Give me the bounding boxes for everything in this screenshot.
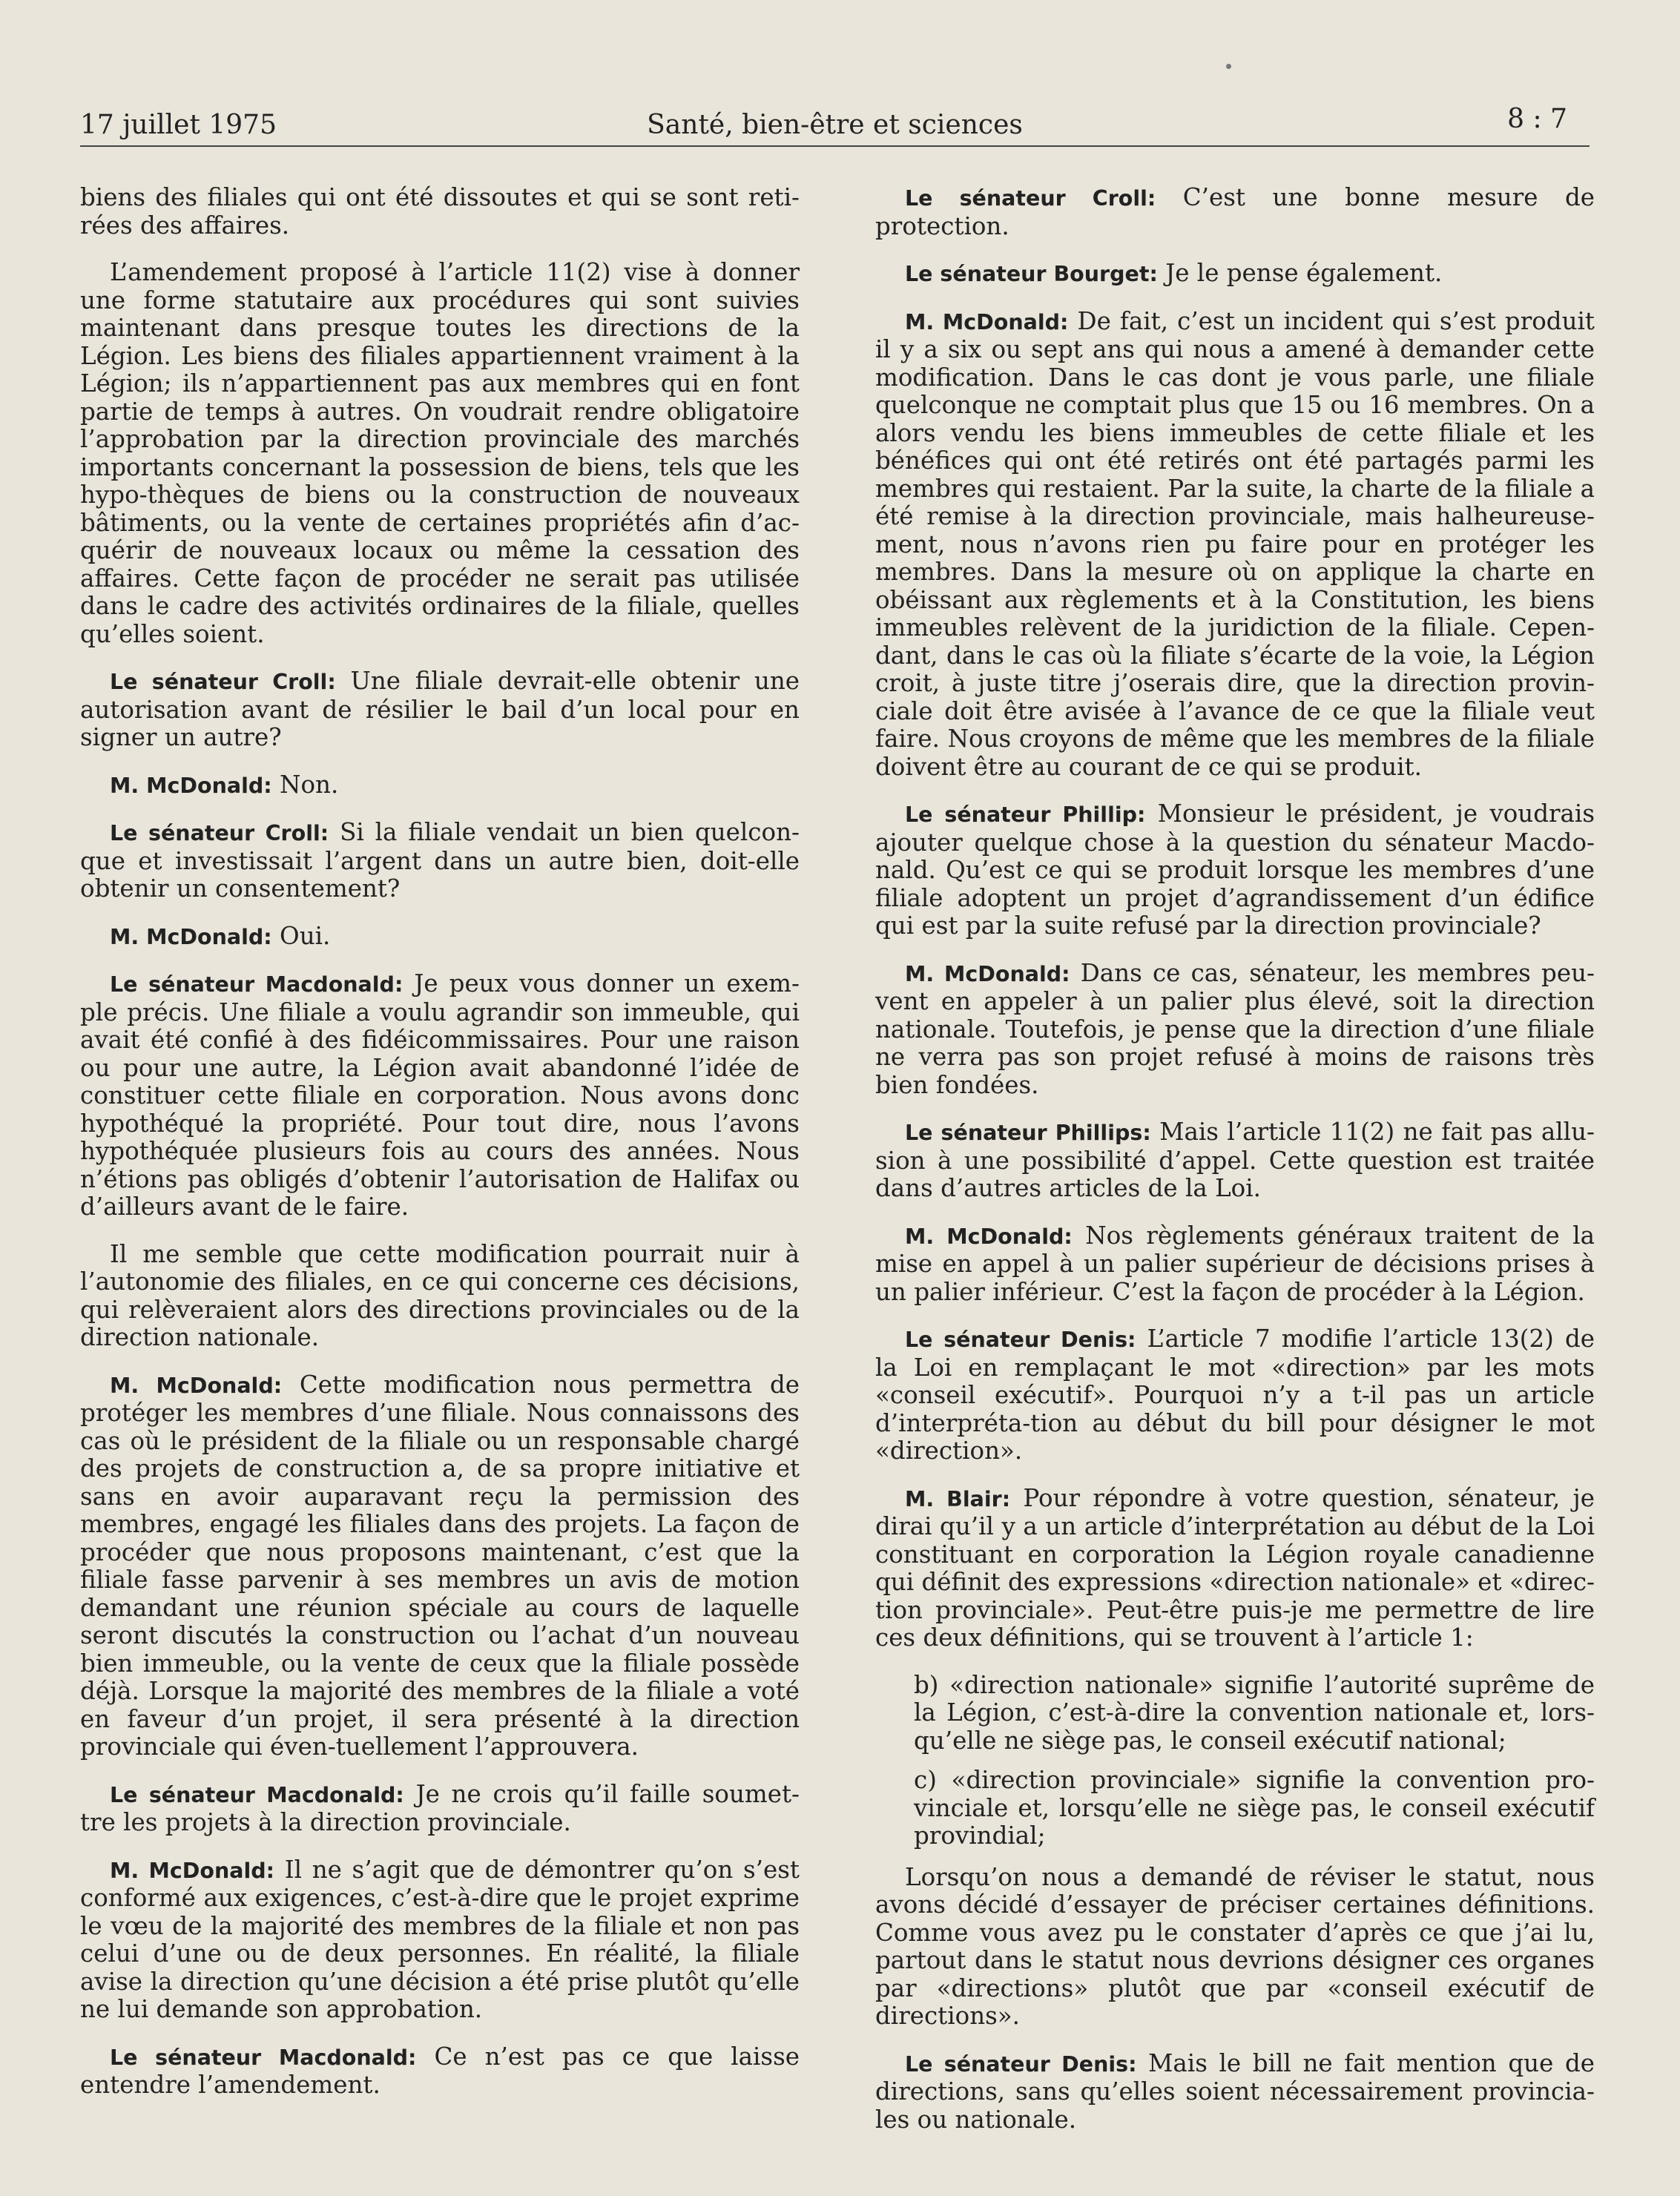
paragraph bbox=[875, 1325, 1595, 1465]
paragraph-text: c) «direction provinciale» signifie la convention pro-vinciale et, lorsqu’elle ne siège pas, le conseil exécutif provindial; bbox=[914, 1766, 1595, 1850]
paragraph-text: L’amendement proposé à l’article 11(2) vise à donner une forme statutaire aux procédures qui sont suivies maintenant dans presque toutes les directions de la Légion. Les biens des filiales appartiennent vraiment à la Légion; ils n’appartiennent pas aux membres qui en font partie de temps à autres. On voudrait rendre obligatoire l’approbation par la direction provinciale des marchés importants concernant la possession de biens, tels que les hypo-thèques de biens ou la construction de nouveaux bâtiments, ou la vente de certaines propriétés afin d’ac-quérir de nouveaux locaux ou même la cessation des affaires. Cette façon de procéder ne serait pas utilisée dans le cadre des activités ordinaires de la filiale, quelles qu’elles soient. bbox=[80, 258, 800, 648]
paragraph-text: Il ne s’agit que de démontrer qu’on s’est conformé aux exigences, c’est-à-dire que le projet exprime le vœu de la majorité des membres de la filiale et non pas celui d’une ou de deux personnes. En réalité, la filiale avise la direction qu’une décision a été prise plutôt qu’elle ne lui demande son approbation. bbox=[80, 1855, 800, 2023]
speaker-name: M. McDonald: bbox=[110, 924, 272, 949]
paragraph-text: Oui. bbox=[280, 921, 331, 950]
left-column bbox=[80, 184, 800, 2119]
paragraph bbox=[875, 1485, 1595, 1652]
paragraph-text: Cette modification nous permettra de protéger les membres d’une filiale. Nous connaissons des cas où le président de la filiale ou un responsable chargé des projets de construction a, de sa propre initiative et sans en avoir auparavant reçu la permission des membres, engagé les filiales dans des projets. La façon de procéder que nous proposons maintenant, c’est que la filiale fasse parvenir à ses membres un avis de motion demandant une réunion spéciale au cours de laquelle seront discutés la construction ou l’achat d’un nouveau bien immeuble, ou la vente de ceux que la filiale possède déjà. Lorsque la majorité des membres de la filiale a voté en faveur d’un projet, il sera présenté à la direction provinciale qui éven-tuellement l’approuvera. bbox=[80, 1370, 800, 1761]
speaker-name: Le sénateur Macdonald: bbox=[110, 1782, 404, 1807]
speaker-name: Le sénateur Denis: bbox=[905, 2051, 1137, 2077]
paragraph bbox=[875, 308, 1595, 782]
paragraph bbox=[875, 1222, 1595, 1307]
paragraph bbox=[875, 2050, 1595, 2134]
paragraph bbox=[80, 923, 800, 952]
paragraph bbox=[80, 2043, 800, 2100]
paragraph-text: Monsieur le président, je voudrais ajouter quelque chose à la question du sénateur Macdo-nald. Qu’est ce qui se produit lorsque les membres d’une filiale adoptent un projet d’agrandissement d’un édifice qui est par la suite refusé par la direction provinciale? bbox=[875, 799, 1595, 940]
paragraph bbox=[80, 771, 800, 800]
paragraph-text: Non. bbox=[280, 770, 339, 799]
paragraph bbox=[80, 184, 800, 240]
paragraph bbox=[80, 667, 800, 752]
paragraph bbox=[875, 260, 1595, 288]
paragraph-text: L’article 7 modifie l’article 13(2) de la Loi en remplaçant le mot «direction» par les mots «conseil exécutif». Pourquoi n’y a t-il pas un article d’interpréta-tion au début du bill pour désigner le mot «direction». bbox=[875, 1325, 1595, 1465]
header-page-number: 8 : 7 bbox=[1507, 104, 1567, 134]
paragraph-text: Si la filiale vendait un bien quelcon-que et investissait l’argent dans un autre bien, doit-elle obtenir un consentement? bbox=[80, 818, 800, 903]
paragraph-text: Je le pense également. bbox=[1165, 259, 1443, 287]
paragraph-text: Dans ce cas, sénateur, les membres peu-vent en appeler à un palier plus élevé, soit la direction nationale. Toutefois, je pense que la direction d’une filiale ne verra pas son projet refusé à moins de raisons très bien fondées. bbox=[875, 958, 1595, 1099]
speaker-name: Le sénateur Croll: bbox=[905, 186, 1156, 211]
speaker-name: Le sénateur Croll: bbox=[110, 821, 329, 845]
speaker-name: Le sénateur Croll: bbox=[110, 670, 336, 694]
speaker-name: Le sénateur Denis: bbox=[905, 1328, 1136, 1352]
quoted-definition bbox=[914, 1767, 1595, 1850]
speaker-name: M. McDonald: bbox=[110, 1858, 275, 1883]
speaker-name: Le sénateur Phillip: bbox=[905, 802, 1146, 827]
paragraph bbox=[80, 1371, 800, 1761]
paragraph bbox=[80, 1781, 800, 1837]
quoted-definition bbox=[914, 1672, 1595, 1755]
paragraph bbox=[875, 1864, 1595, 2031]
paragraph bbox=[80, 819, 800, 903]
speaker-name: M. McDonald: bbox=[905, 1224, 1073, 1249]
paragraph bbox=[875, 800, 1595, 940]
speaker-name: M. McDonald: bbox=[110, 1373, 283, 1398]
paragraph-text: Nos règlements généraux traitent de la mise en appel à un palier supérieur de décisions prises à un palier inférieur. C’est la façon de procéder à la Légion. bbox=[875, 1221, 1595, 1306]
paragraph-text: Je ne crois qu’il faille soumet-tre les projets à la direction provinciale. bbox=[80, 1779, 800, 1836]
paragraph-text: Je peux vous donner un exem-ple précis. Une filiale a voulu agrandir son immeuble, qui avait été confié à des fidéicommissaires. Pour une raison ou pour une autre, la Légion avait abandonné l’idée de constituer cette filiale en corporation. Nous avons donc hypothéqué la propriété. Pour tout dire, nous l’avons hypothéquée plusieurs fois au cours des années. Nous n’étions pas obligés d’obtenir l’autorisation de Halifax ou d’ailleurs avant de le faire. bbox=[80, 969, 800, 1221]
paragraph bbox=[875, 184, 1595, 240]
paragraph bbox=[80, 970, 800, 1221]
paragraph-text: C’est une bonne mesure de protection. bbox=[875, 183, 1595, 240]
header-date: 17 juillet 1975 bbox=[80, 110, 277, 140]
paragraph-text: Il me semble que cette modification pourrait nuir à l’autonomie des filiales, en ce qui concerne ces décisions, qui relèveraient alors des directions provinciales ou de la direction nationale. bbox=[80, 1239, 800, 1351]
paragraph-text: Ce n’est pas ce que laisse entendre l’amendement. bbox=[80, 2042, 800, 2099]
speaker-name: Le sénateur Macdonald: bbox=[110, 972, 403, 997]
paragraph bbox=[875, 960, 1595, 1100]
paragraph-text: De fait, c’est un incident qui s’est produit il y a six ou sept ans qui nous a amené à demander cette modification. Dans le cas dont je vous parle, une filiale quelconque ne comptait plus que 15 ou 16 membres. On a alors vendu les biens immeubles de cette filiale et les bénéfices qui ont été retirés ont été partagés parmi les membres qui restaient. Par la suite, la charte de la filiale a été remise à la direction provinciale, mais halheureuse-ment, nous n’avons rien pu faire pour en protéger les membres. Dans la mesure où on applique la charte en obéissant aux règlements et à la Constitution, les biens immeubles relèvent de la juridiction de la filiale. Cepen-dant, dans le cas où la filiate s’écarte de la voie, la Légion croit, à juste titre j’oserais dire, que la direction provin-ciale doit être avisée à l’avance de ce que la filiale veut faire. Nous croyons de même que les membres de la filiale doivent être au courant de ce qui se produit. bbox=[875, 306, 1595, 781]
paragraph bbox=[80, 259, 800, 648]
page-header bbox=[80, 104, 1590, 147]
paragraph-text: Une filiale devrait-elle obtenir une autorisation avant de résilier le bail d’un local pour en signer un autre? bbox=[80, 667, 800, 751]
paragraph-text: Pour répondre à votre question, sénateur, je dirai qu’il y a un article d’interprétation au début de la Loi constituant en corporation la Légion royale canadienne qui définit des expressions «direction nationale» et «direc-tion provinciale». Peut-être puis-je me permettre de lire ces deux définitions, qui se trouvent à l’article 1: bbox=[875, 1483, 1595, 1652]
speaker-name: Le sénateur Bourget: bbox=[905, 262, 1158, 286]
speaker-name: M. McDonald: bbox=[110, 773, 272, 798]
header-title: Santé, bien-être et sciences bbox=[647, 110, 1023, 140]
paragraph-text: Mais l’article 11(2) ne fait pas allu-sion à une possibilité d’appel. Cette question est traitée dans d’autres articles de la Loi. bbox=[875, 1118, 1595, 1202]
speaker-name: M. McDonald: bbox=[905, 309, 1069, 334]
paragraph-text: Lorsqu’on nous a demandé de réviser le statut, nous avons décidé d’essayer de préciser certaines définitions. Comme vous avez pu le constater d’après ce que j’ai lu, partout dans le statut nous devrions désigner ces organes par «directions» plutôt que par «conseil exécutif de directions». bbox=[875, 1862, 1595, 2030]
right-column bbox=[875, 184, 1595, 2153]
paragraph bbox=[875, 1118, 1595, 1203]
speaker-name: M. Blair: bbox=[905, 1486, 1011, 1511]
paragraph-text: biens des filiales qui ont été dissoutes et qui se sont reti-rées des affaires. bbox=[80, 183, 800, 240]
speaker-name: M. McDonald: bbox=[905, 961, 1070, 986]
speaker-name: Le sénateur Phillips: bbox=[905, 1121, 1151, 1145]
paragraph-text: b) «direction nationale» signifie l’autorité suprême de la Légion, c’est-à-dire la convention nationale et, lors-qu’elle ne siège pas, le conseil exécutif national; bbox=[914, 1670, 1595, 1755]
speck-mark bbox=[1226, 64, 1231, 69]
paragraph-text: Mais le bill ne fait mention que de directions, sans qu’elles soient nécessairement provincia-les ou nationale. bbox=[875, 2048, 1595, 2134]
speaker-name: Le sénateur Macdonald: bbox=[110, 2045, 417, 2070]
paragraph bbox=[80, 1856, 800, 2024]
paragraph bbox=[80, 1241, 800, 1352]
